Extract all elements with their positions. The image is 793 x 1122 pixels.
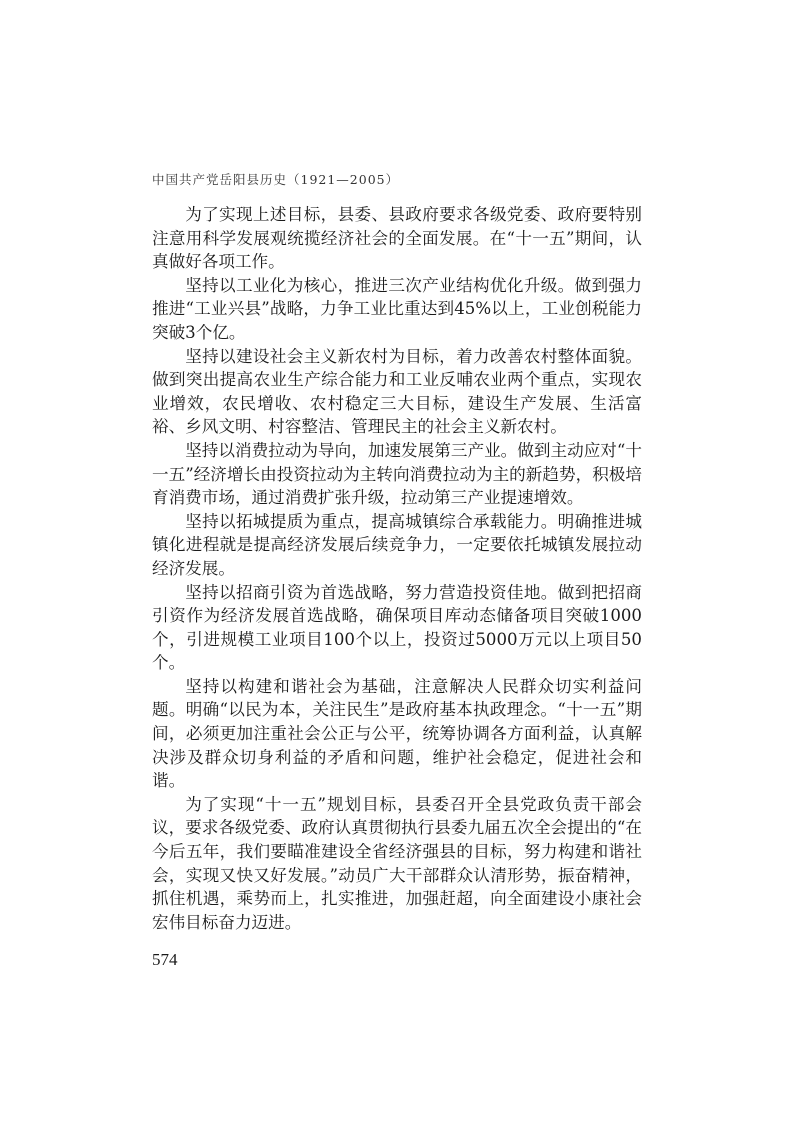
paragraph: 为了实现“十一五”规划目标，县委召开全县党政负责干部会议，要求各级党委、政府认真贯彻执行县委九届五次全会提出的“在今后五年，我们要瞄准建设全省经济强县的目标，努力构建和谐社会，实现又快又好发展。”动员广大干部群众认清形势，振奋精神，抓住机遇，乘势而上，扎实推进，加强赶超，向全面建设小康社会宏伟目标奋力迈进。 (152, 794, 642, 932)
running-header: 中国共产党岳阳县历史（1921—2005） (152, 172, 400, 187)
paragraph: 坚持以建设社会主义新农村为目标，着力改善农村整体面貌。做到突出提高农业生产综合能力和工业反哺农业两个重点，实现农业增效，农民增收、农村稳定三大目标，建设生产发展、生活富裕、乡风文明、村容整洁、管理民主的社会主义新农村。 (152, 346, 642, 437)
paragraph: 坚持以消费拉动为导向，加速发展第三产业。做到主动应对“十一五”经济增长由投资拉动为主转向消费拉动为主的新趋势，积极培育消费市场，通过消费扩张升级，拉动第三产业提速增效。 (152, 440, 642, 508)
paragraph: 坚持以工业化为核心，推进三次产业结构优化升级。做到强力推进“工业兴县”战略，力争工业比重达到45%以上，工业创税能力突破3个亿。 (152, 275, 642, 342)
page-number: 574 (152, 950, 178, 969)
paragraph: 为了实现上述目标，县委、县政府要求各级党委、政府要特别注意用科学发展观统揽经济社会的全面发展。在“十一五”期间，认真做好各项工作。 (152, 205, 642, 272)
paragraph: 坚持以拓城提质为重点，提高城镇综合承载能力。明确推进城镇化进程就是提高经济发展后续竞争力，一定要依托城镇发展拉动经济发展。 (152, 511, 642, 578)
body-text (152, 203, 642, 934)
paragraph: 坚持以构建和谐社会为基础，注意解决人民群众切实利益问题。明确“以民为本，关注民生”是政府基本执政理念。“十一五”期间，必须更加注重社会公正与公平，统筹协调各方面利益，认真解决涉及群众切身利益的矛盾和问题，维护社会稳定，促进社会和谐。 (152, 676, 642, 791)
paragraph: 坚持以招商引资为首选战略，努力营造投资佳地。做到把招商引资作为经济发展首选战略，确保项目库动态储备项目突破1000个，引进规模工业项目100个以上，投资过5000万元以上项目50个。 (152, 582, 642, 673)
